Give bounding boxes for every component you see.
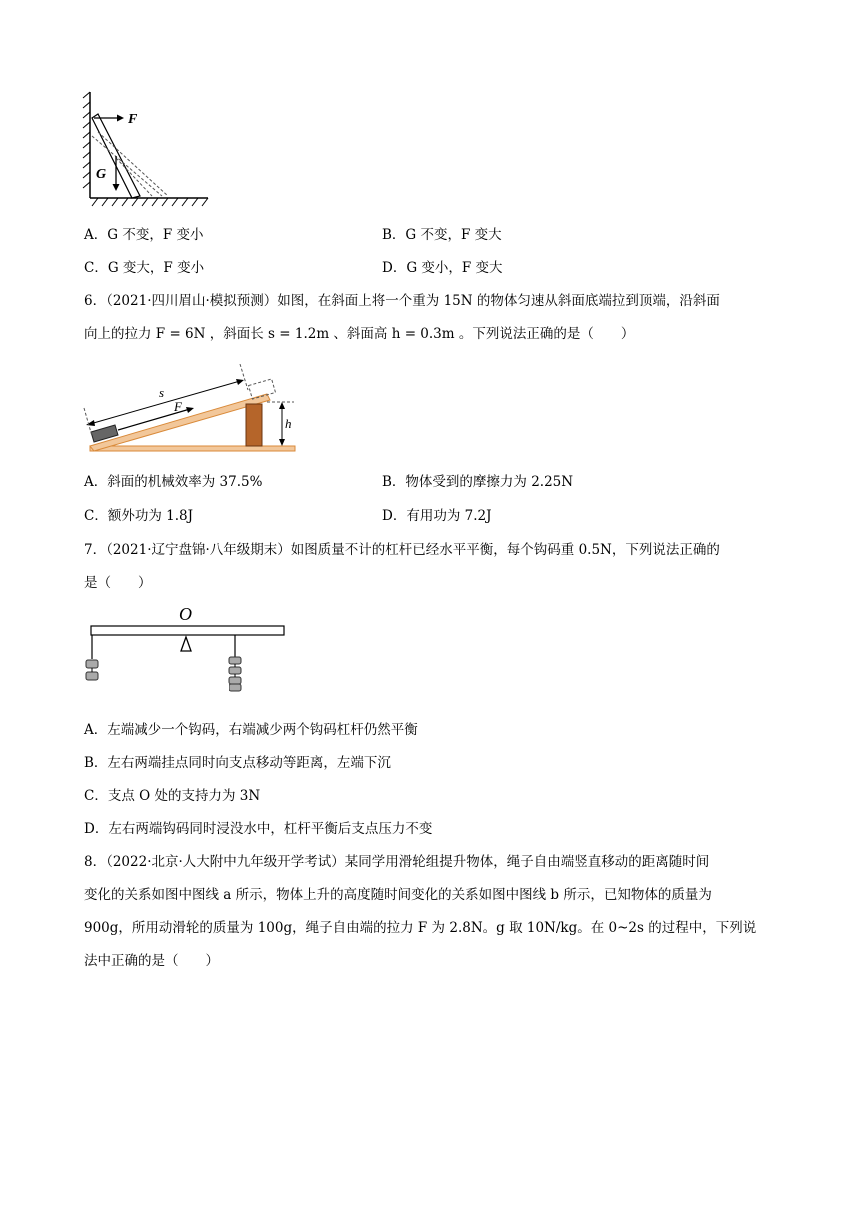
- q7-pivot-label: O: [179, 604, 192, 624]
- q7-stem-line-2: 是（ ）: [84, 575, 152, 591]
- q5-weight-label: G: [96, 167, 107, 182]
- q7-option-d[interactable]: D．左右两端钩码同时浸没水中，杠杆平衡后支点压力不变: [84, 821, 433, 837]
- q7-lower-weight: [229, 683, 243, 693]
- q8-stem-line-2: 变化的关系如图中图线 a 所示，物体上升的高度随时间变化的关系如图中图线 b 所示，已知物体的质量为: [84, 887, 712, 903]
- q6-length-label: s: [159, 385, 165, 400]
- q5-option-d[interactable]: D．G 变小，F 变大: [382, 260, 503, 276]
- q6-incline-figure: [82, 364, 302, 456]
- q6-option-b[interactable]: B．物体受到的摩擦力为 2.25N: [382, 474, 574, 490]
- q5-option-c[interactable]: C．G 变大，F 变小: [84, 260, 205, 276]
- q8-stem-line-4: 法中正确的是（ ）: [84, 953, 219, 969]
- q5-option-a[interactable]: A．G 不变，F 变小: [84, 227, 204, 243]
- q6-option-c[interactable]: C．额外功为 1.8J: [84, 508, 194, 524]
- q7-lever-figure: [82, 603, 292, 689]
- q6-option-d[interactable]: D．有用功为 7.2J: [382, 508, 492, 524]
- q7-option-a[interactable]: A．左端减少一个钩码，右端减少两个钩码杠杆仍然平衡: [84, 722, 418, 738]
- q8-stem-line-3: 900g，所用动滑轮的质量为 100g，绳子自由端的拉力 F 为 2.8N。g 取 10N/kg。在 0~2s 的过程中，下列说: [84, 920, 757, 936]
- q6-option-a[interactable]: A．斜面的机械效率为 37.5%: [84, 474, 263, 490]
- q6-stem-line-1: 6．（2021·四川眉山·模拟预测）如图，在斜面上将一个重为 15N 的物体匀速从斜面底端拉到顶端，沿斜面: [84, 293, 720, 309]
- q5-ladder-figure: [80, 88, 220, 210]
- q7-option-c[interactable]: C．支点 O 处的支持力为 3N: [84, 788, 261, 804]
- q5-option-b[interactable]: B．G 不变，F 变大: [382, 227, 502, 243]
- q6-height-label: h: [285, 416, 292, 431]
- q6-stem-line-2: 向上的拉力 F = 6N ，斜面长 s = 1.2m 、斜面高 h = 0.3m 。下列说法正确的是（ ）: [84, 326, 635, 342]
- q8-stem-line-1: 8．（2022·北京·人大附中九年级开学考试）某同学用滑轮组提升物体，绳子自由端竖直移动的距离随时间: [84, 854, 710, 870]
- q6-force-label: F: [174, 399, 182, 414]
- q5-force-label: F: [128, 112, 138, 127]
- q7-stem-line-1: 7．（2021·辽宁盘锦·八年级期末）如图质量不计的杠杆已经水平平衡，每个钩码重 0.5N，下列说法正确的: [84, 542, 720, 558]
- q7-option-b[interactable]: B．左右两端挂点同时向支点移动等距离，左端下沉: [84, 755, 391, 771]
